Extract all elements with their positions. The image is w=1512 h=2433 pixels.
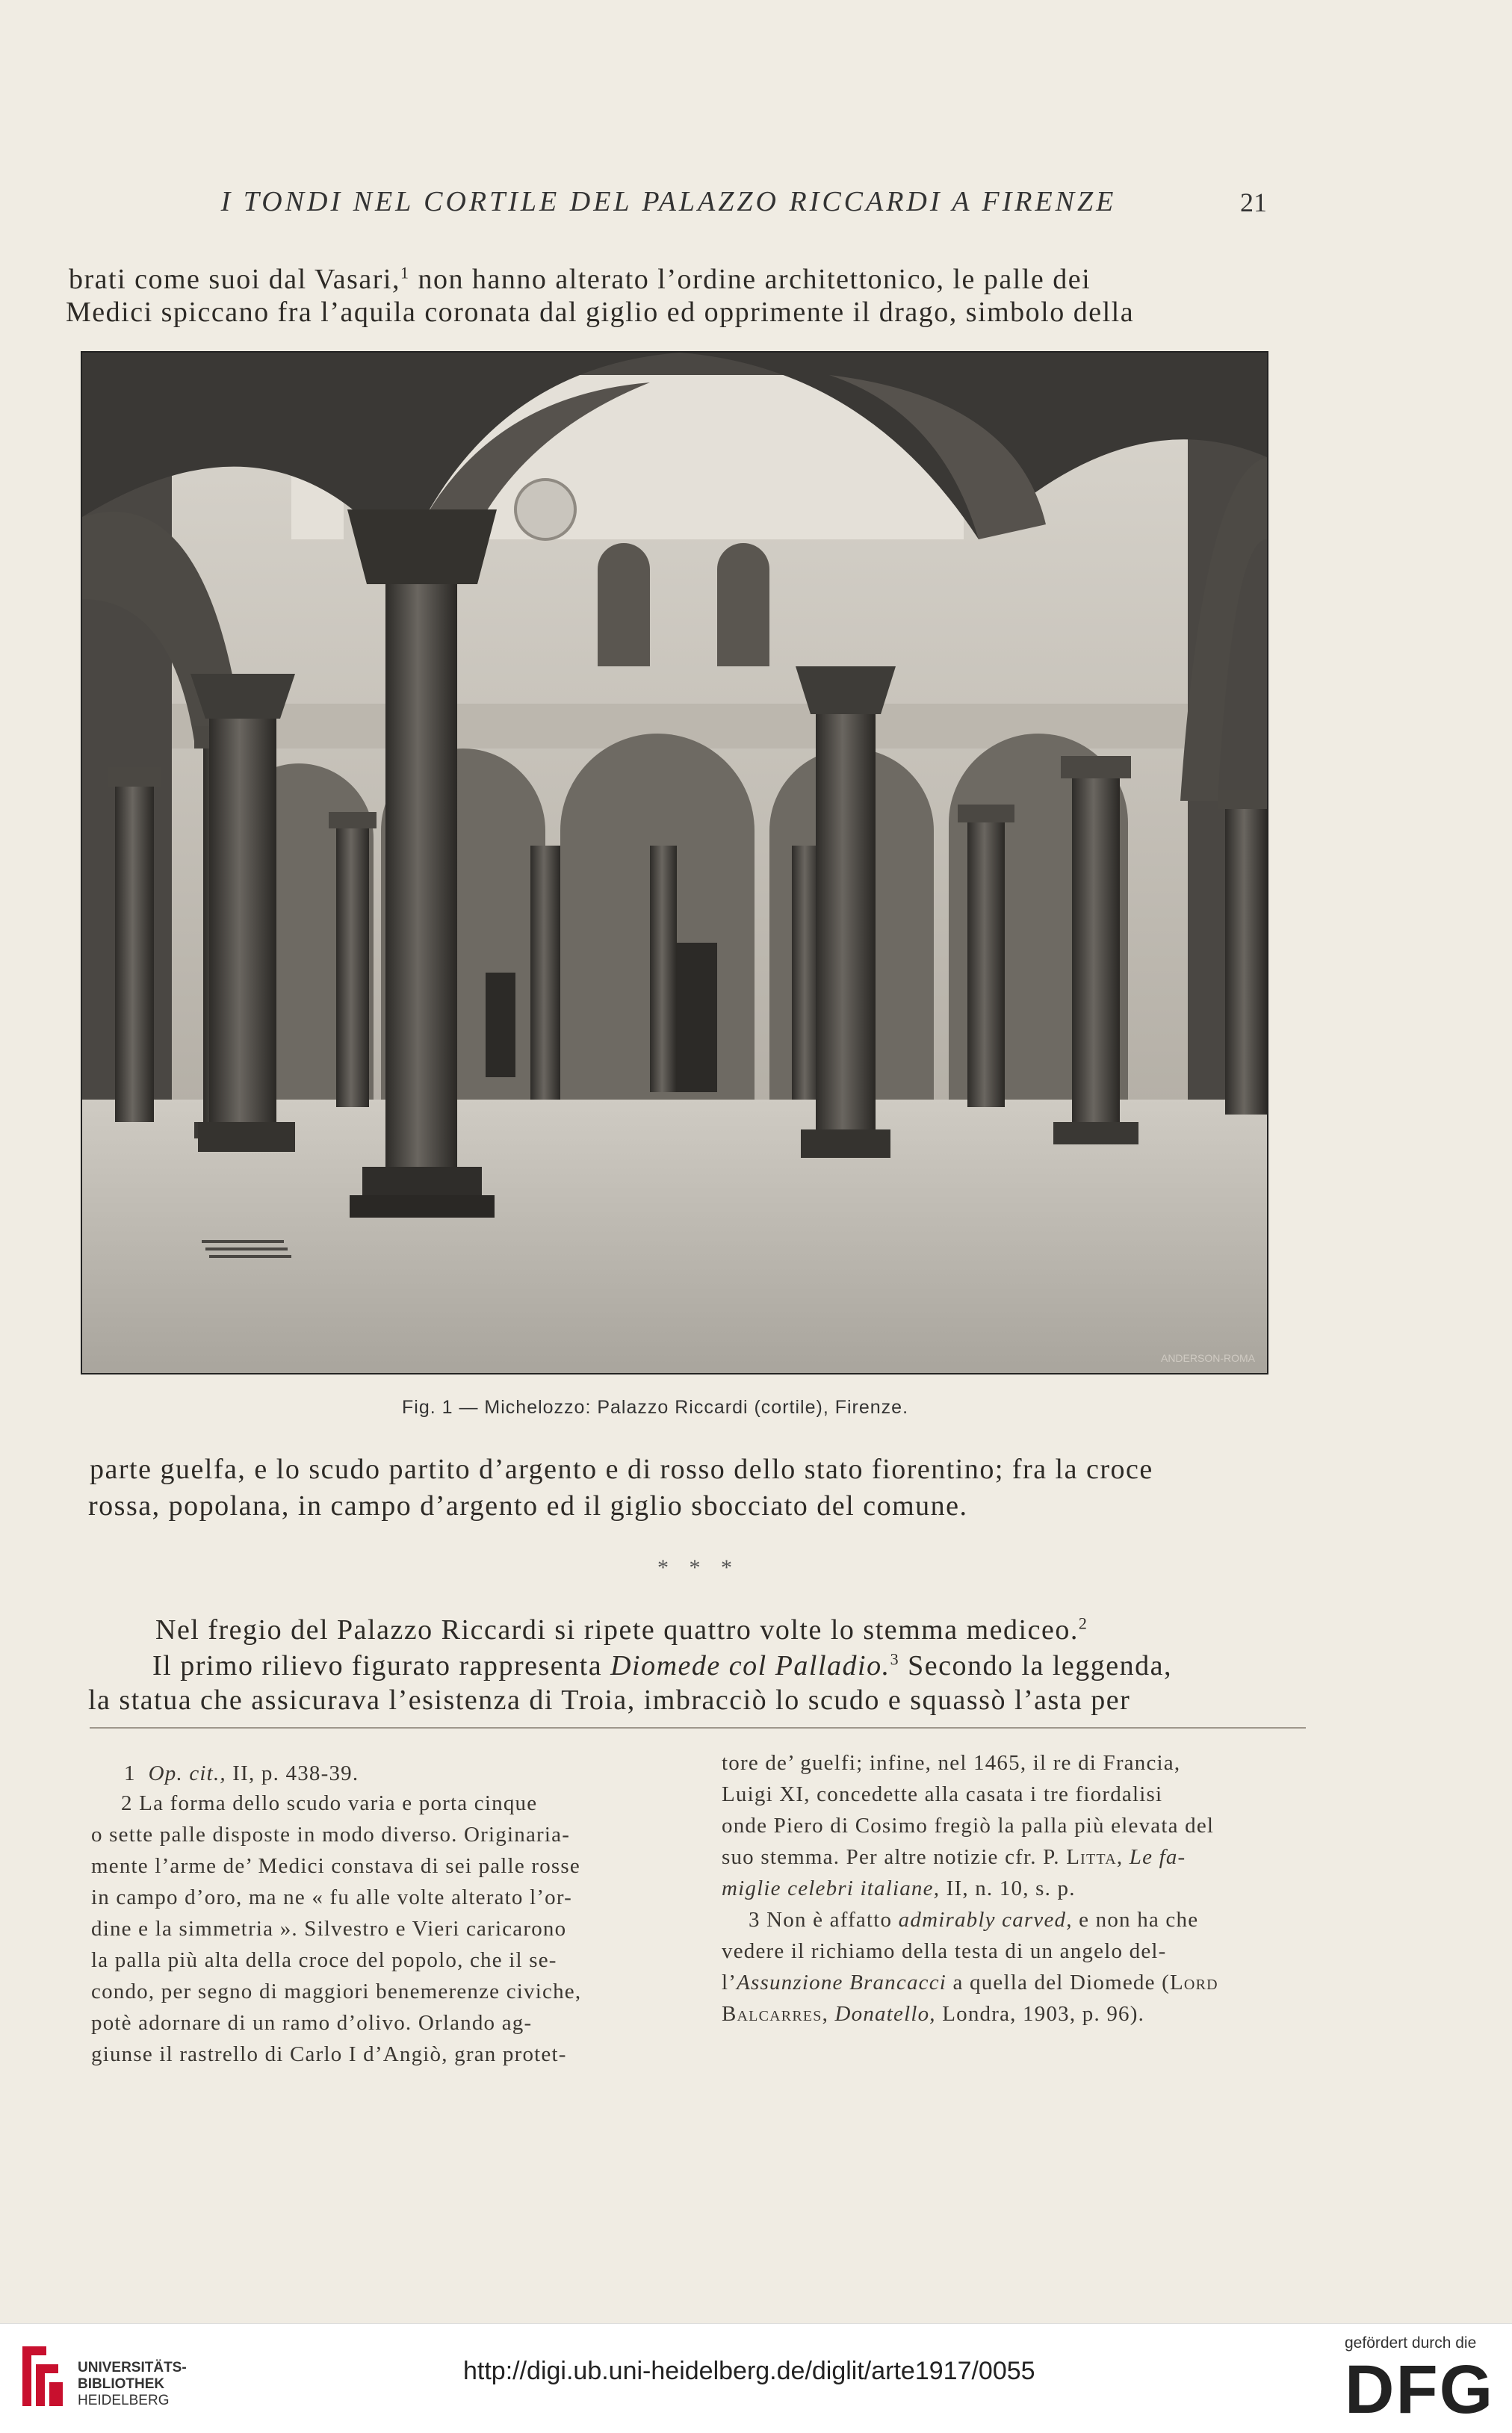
footnote-line: l’Assunzione Brancacci a quella del Diomede (Lord: [722, 1971, 1218, 1995]
footnote-line: miglie celebri italiane, II, n. 10, s. p.: [722, 1876, 1076, 1900]
text-line: Medici spiccano fra l’aquila coronata dal giglio ed opprimente il drago, simbolo della: [66, 297, 1135, 328]
footnote-line: 3 Non è affatto admirably carved, e non ha che: [749, 1908, 1199, 1932]
text-line: Il primo rilievo figurato rappresenta Diomede col Palladio.$^3$ Secondo la leggenda,: [152, 1649, 1173, 1682]
text-line: brati come suoi dal Vasari,$^1$ non hanno alterato l’ordine architettonico, le palle dei: [69, 263, 1091, 295]
footnote-line: la palla più alta della croce del popolo, che il se-: [91, 1948, 557, 1972]
footnote-line: dine e la simmetria ». Silvestro e Vieri caricarono: [91, 1917, 567, 1941]
footnote-line: in campo d’oro, ma ne « fu alle volte alterato l’or-: [91, 1885, 573, 1909]
running-title: I TONDI NEL CORTILE DEL PALAZZO RICCARDI A FIRENZE: [220, 186, 1117, 217]
text-line: rossa, popolana, in campo d’argento ed il giglio sbocciato del comune.: [88, 1490, 968, 1522]
funded-by-label: gefördert durch die: [1345, 2334, 1477, 2352]
photo-credit: ANDERSON-ROMA: [1160, 1352, 1255, 1364]
section-separator: * * *: [657, 1555, 740, 1580]
footnote-line: suo stemma. Per altre notizie cfr. P. Litta, Le fa-: [722, 1845, 1186, 1869]
library-emblem-icon: [16, 2339, 69, 2414]
footnote-line: Balcarres, Donatello, Londra, 1903, p. 96).: [722, 2002, 1145, 2026]
text-line: parte guelfa, e lo scudo partito d’argento e di rosso dello stato fiorentino; fra la croce: [90, 1454, 1153, 1485]
library-name-line: BIBLIOTHEK: [78, 2376, 165, 2392]
page-number: 21: [1240, 187, 1267, 217]
footnote-line: onde Piero di Cosimo fregiò la palla più elevata del: [722, 1814, 1215, 1838]
footnote-line: giunse il rastrello di Carlo I d’Angiò, gran protet-: [91, 2042, 567, 2066]
library-name-line: HEIDELBERG: [78, 2393, 170, 2408]
viewer-footer: [0, 2323, 1512, 2433]
footnote-line: condo, per segno di maggiori benemerenze civiche,: [91, 1980, 582, 2003]
figure-caption: Fig. 1 — Michelozzo: Palazzo Riccardi (cortile), Firenze.: [402, 1397, 909, 1418]
footnote-line: potè adornare di un ramo d’olivo. Orlando ag-: [91, 2011, 533, 2035]
footnote-line: mente l’arme de’ Medici constava di sei palle rosse: [91, 1854, 580, 1878]
footnote-line: tore de’ guelfi; infine, nel 1465, il re di Francia,: [722, 1751, 1181, 1775]
library-logo[interactable]: [16, 2339, 226, 2414]
footnote-line: o sette palle disposte in modo diverso. Originaria-: [91, 1823, 571, 1847]
courtyard-photograph: [81, 351, 1268, 1374]
text-line: la statua che assicurava l’esistenza di Troia, imbracciò lo scudo e squassò l’asta per: [88, 1684, 1131, 1716]
footnote-ref: 2: [1078, 1614, 1088, 1633]
permalink-url[interactable]: http://digi.ub.uni-heidelberg.de/diglit/arte1917/0055: [463, 2357, 1035, 2385]
footnote-ref: 3: [890, 1649, 900, 1669]
library-name-line: UNIVERSITÄTS-: [78, 2360, 187, 2375]
dfg-logo[interactable]: DFG: [1345, 2352, 1495, 2428]
footnote-ref: 1: [400, 263, 410, 282]
footnote-line: 2 La forma dello scudo varia e porta cinque: [121, 1791, 538, 1815]
footnote-line: 1 Op. cit., II, p. 438-39.: [124, 1761, 359, 1785]
text-line: Nel fregio del Palazzo Riccardi si ripete quattro volte lo stemma mediceo.$^2$: [155, 1614, 1088, 1646]
footnote-rule: [90, 1727, 1306, 1729]
footnote-line: vedere il richiamo della testa di un angelo del-: [722, 1939, 1167, 1963]
footnote-line: Luigi XI, concedette alla casata i tre fiordalisi: [722, 1782, 1163, 1806]
